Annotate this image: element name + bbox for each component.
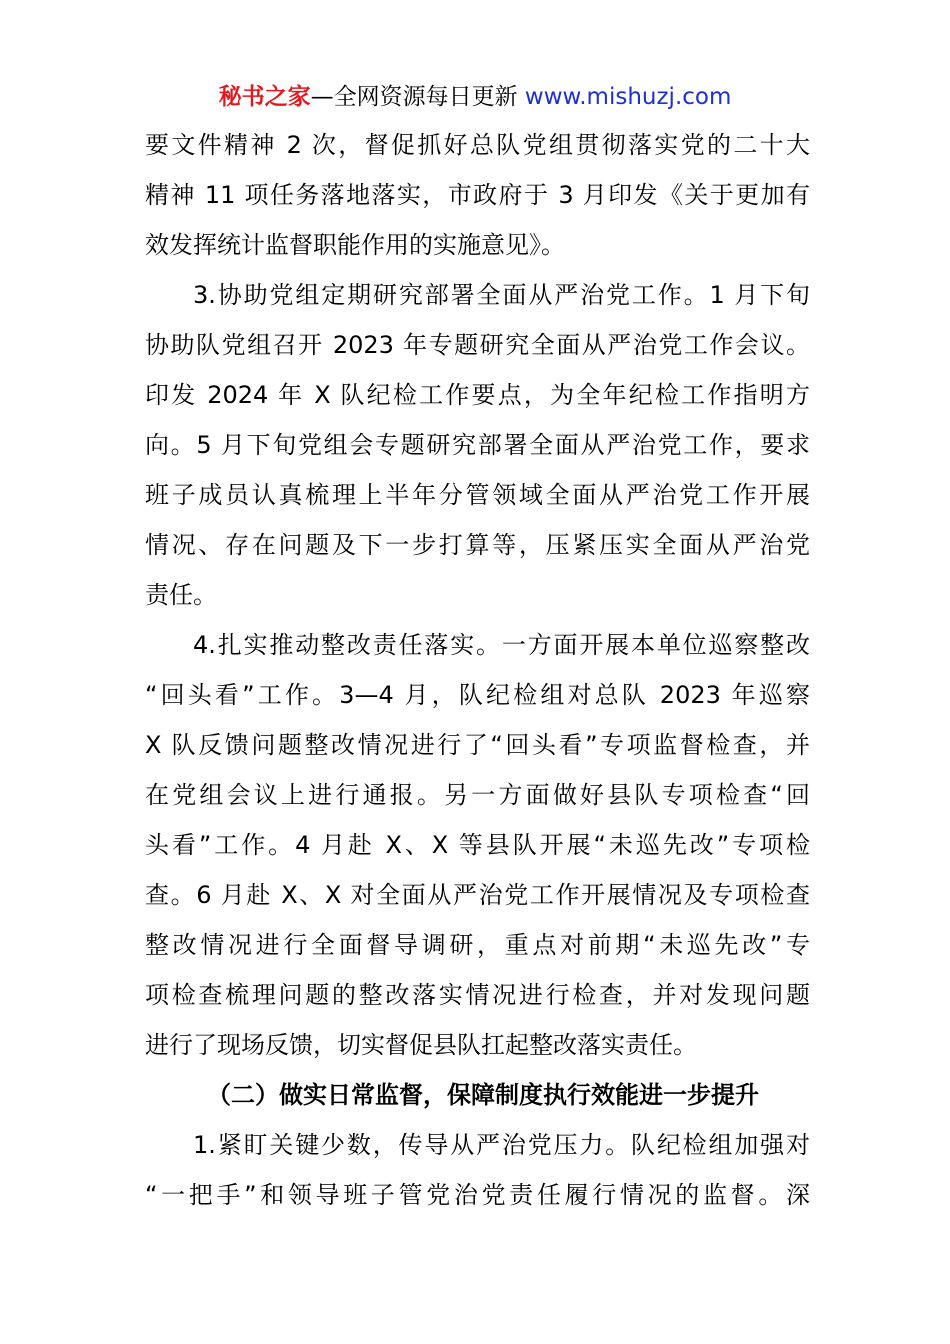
paragraph-start-line: 1.紧盯关键少数，传导从严治党压力。队纪检组加强对	[193, 1131, 810, 1159]
text-line: 精神 11 项任务落地落实，市政府于 3 月印发《关于更加有	[145, 181, 810, 209]
text-line: 整改情况进行全面督导调研，重点对前期“未巡先改”专	[145, 931, 810, 959]
brand-name: 秘书之家	[218, 84, 311, 110]
text-line: 要文件精神 2 次，督促抓好总队党组贯彻落实党的二十大	[145, 131, 810, 159]
text-line: 向。5 月下旬党组会专题研究部署全面从严治党工作，要求	[145, 431, 810, 459]
text-line: “一把手”和领导班子管党治党责任履行情况的监督。深	[145, 1181, 810, 1209]
header-tagline: —全网资源每日更新	[310, 84, 518, 110]
text-line: “回头看”工作。3—4 月，队纪检组对总队 2023 年巡察	[145, 681, 810, 709]
text-line: 在党组会议上进行通报。另一方面做好县队专项检查“回	[145, 781, 810, 809]
text-line: 协助队党组召开 2023 年专题研究全面从严治党工作会议。	[145, 331, 810, 359]
text-line: X 队反馈问题整改情况进行了“回头看”专项监督检查，并	[145, 731, 810, 759]
text-line: 进行了现场反馈，切实督促县队扛起整改落实责任。	[145, 1031, 697, 1059]
text-line: 印发 2024 年 X 队纪检工作要点，为全年纪检工作指明方	[145, 381, 810, 409]
document-body	[145, 120, 810, 1220]
watermark-header	[0, 80, 950, 114]
paragraph-start-line: 4.扎实推动整改责任落实。一方面开展本单位巡察整改	[193, 631, 810, 659]
section-heading: （二）做实日常监督，保障制度执行效能进一步提升	[207, 1081, 759, 1109]
text-line: 情况、存在问题及下一步打算等，压紧压实全面从严治党	[145, 531, 810, 559]
text-line: 效发挥统计监督职能作用的实施意见》。	[145, 231, 565, 259]
text-line: 头看”工作。4 月赴 X、X 等县队开展“未巡先改”专项检	[145, 831, 810, 859]
site-url: www.mishuzj.com	[524, 84, 732, 110]
text-line: 责任。	[145, 581, 217, 609]
text-line: 班子成员认真梳理上半年分管领域全面从严治党工作开展	[145, 481, 810, 509]
paragraph-start-line: 3.协助党组定期研究部署全面从严治党工作。1 月下旬	[193, 281, 810, 309]
text-line: 查。6 月赴 X、X 对全面从严治党工作开展情况及专项检查	[145, 881, 810, 909]
text-line: 项检查梳理问题的整改落实情况进行检查，并对发现问题	[145, 981, 810, 1009]
